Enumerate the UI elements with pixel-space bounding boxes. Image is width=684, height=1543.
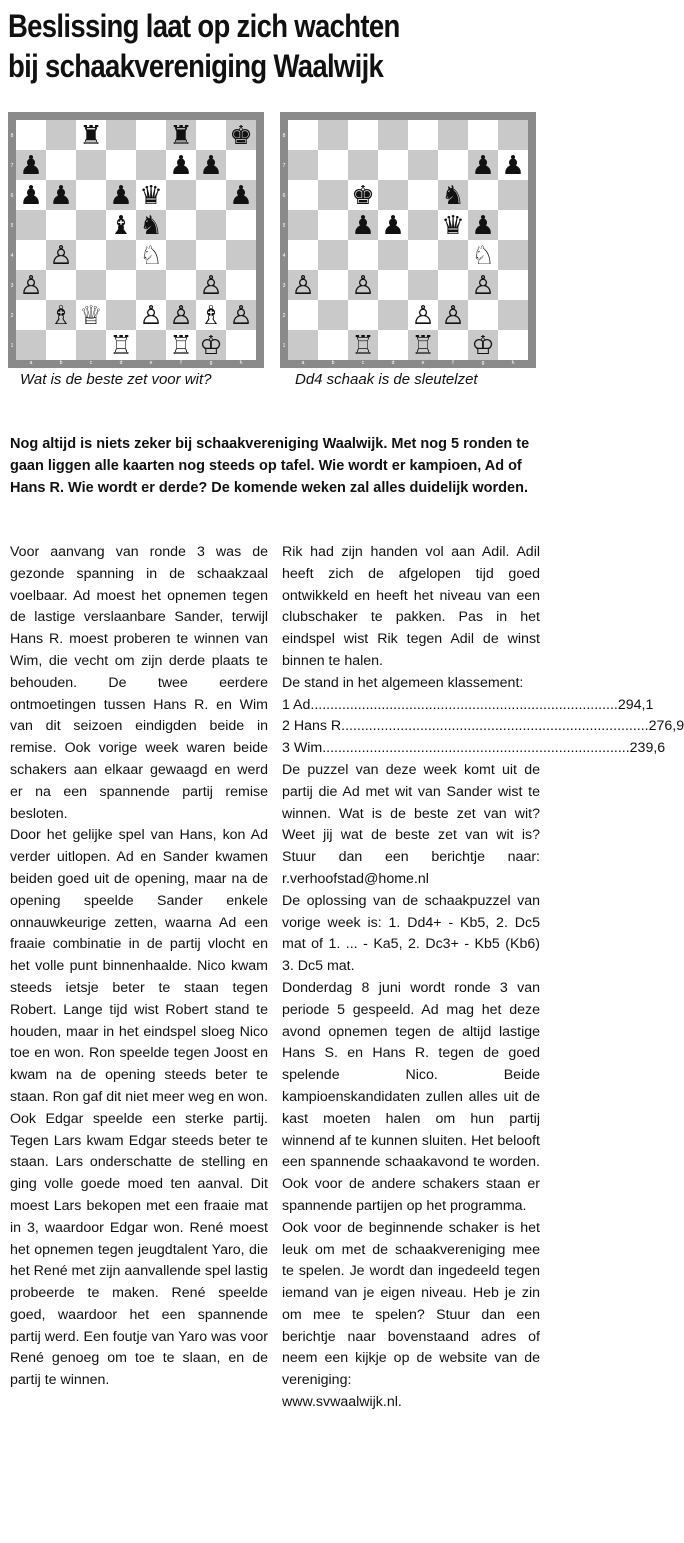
board-square (348, 240, 378, 270)
file-label: b (59, 360, 63, 366)
standings-row (282, 738, 666, 760)
board-square (438, 330, 468, 360)
file-label: b (331, 360, 335, 366)
standings-name: 1 Ad (282, 696, 311, 713)
board-square (76, 210, 106, 240)
black-rook-piece: ♜ (169, 121, 193, 151)
board-square (438, 150, 468, 180)
black-pawn-piece: ♟ (169, 151, 193, 181)
board-square (46, 120, 76, 150)
white-rook-piece: ♖ (169, 331, 193, 361)
standings-score: 294,1 (617, 696, 654, 713)
white-pawn-piece: ♙ (351, 271, 375, 301)
article-column-left (10, 542, 268, 1392)
black-knight-piece: ♞ (441, 181, 465, 211)
black-rook-piece: ♜ (79, 121, 103, 151)
standings-score: 276,9 (648, 718, 684, 735)
article-paragraph: Donderdag 8 juni wordt ronde 3 van periode 5 gespeeld. Ad mag het deze avond opnemen tegen de altijd lastige Hans S. en Hans R. tegen de goed spelende Nico. Beide kampioenskandidaten zullen alles uit de kast moeten halen om hun partij winnend af te kunnen sluiten. Het belooft een spannende schaakavond te worden. Ook voor de andere schakers staan er spannende partijen op het programma. (282, 979, 540, 1214)
board-square (196, 120, 226, 150)
board-square (196, 210, 226, 240)
board-square (46, 150, 76, 180)
board-square (348, 150, 378, 180)
rank-label: 8 (10, 133, 14, 139)
article-paragraph: Door het gelijke spel van Hans, kon Ad verder uitlopen. Ad en Sander kwamen beiden goed uit de opening, maar na de opening speelde Sander enkele onnauwkeurige zetten, waarna Ad een fraaie combinatie in de partij vlocht en het volle punt binnenhaalde. Nico kwam steeds ietsje beter te staan tegen Robert. Lange tijd wist Robert stand te houden, maar in het eindspel sloeg Nico toe en won. Ron speelde tegen Joost en kwam na de opening steeds beter te staan. Ron gaf dit niet meer weg en won. Ook Edgar speelde een sterke partij. Tegen Lars kwam Edgar steeds beter te staan. Lars onderschatte de stelling en ging volle goede moed ten aanval. Dit moest Lars bekopen met een fraaie mat in 3, waardoor Edgar won. René moest het opnemen tegen jeugdtalent Yaro, die het René met zijn aanvallende spel lastig probeerde te maken. René speelde goed, waardoor het een spannende partij werd. Een foutje van Yaro was voor René genoeg om toe te slaan, en de partij te winnen. (10, 827, 268, 1389)
board-square (106, 270, 136, 300)
board-square (438, 120, 468, 150)
white-pawn-piece: ♙ (139, 301, 163, 331)
headline-line-2: bij schaakvereniging Waalwijk (8, 48, 384, 84)
white-rook-piece: ♖ (411, 331, 435, 361)
board-square (318, 180, 348, 210)
black-knight-piece: ♞ (139, 211, 163, 241)
black-pawn-piece: ♟ (229, 181, 253, 211)
board-square (288, 150, 318, 180)
article-column-right (282, 542, 684, 1414)
black-pawn-piece: ♟ (501, 151, 525, 181)
board-square (498, 270, 528, 300)
board-square (378, 270, 408, 300)
board-square (226, 150, 256, 180)
white-rook-piece: ♖ (351, 331, 375, 361)
article-paragraph: De puzzel van deze week komt uit de partij die Ad met wit van Sander wist te winnen. Wat is de beste zet van wit? Weet jij wat de beste zet van wit is? Stuur dan een berichtje naar: r.verhoofstad@home.nl (282, 761, 540, 887)
file-label: h (511, 360, 515, 366)
board-square (498, 240, 528, 270)
board-square (318, 150, 348, 180)
board-square (288, 330, 318, 360)
board-square (76, 270, 106, 300)
standings-heading: De stand in het algemeen klassement: (282, 674, 524, 691)
board-square (498, 210, 528, 240)
board-square (16, 210, 46, 240)
board-square (226, 240, 256, 270)
rank-label: 4 (10, 253, 14, 259)
board-square (288, 180, 318, 210)
black-pawn-piece: ♟ (19, 151, 43, 181)
board-square (166, 180, 196, 210)
board-square (106, 120, 136, 150)
white-pawn-piece: ♙ (19, 271, 43, 301)
white-knight-piece: ♘ (471, 241, 495, 271)
file-label: e (421, 360, 425, 366)
rank-label: 8 (282, 133, 286, 139)
white-knight-piece: ♘ (139, 241, 163, 271)
board-square (196, 240, 226, 270)
board-square (166, 270, 196, 300)
rank-label: 2 (282, 313, 286, 319)
board-square (498, 180, 528, 210)
board-square (378, 180, 408, 210)
board-square (136, 270, 166, 300)
board-square (76, 330, 106, 360)
rank-label: 4 (282, 253, 286, 259)
chessboard-left (8, 112, 264, 368)
chess-diagram-right (280, 112, 536, 368)
board-square (16, 120, 46, 150)
standings-leader: .............................................................................. (322, 740, 630, 757)
rank-label: 5 (282, 223, 286, 229)
board-square (348, 120, 378, 150)
board-square (196, 180, 226, 210)
rank-label: 7 (10, 163, 14, 169)
white-queen-piece: ♕ (79, 301, 103, 331)
board-square (166, 210, 196, 240)
board-square (76, 180, 106, 210)
file-label: d (391, 360, 395, 366)
file-label: d (119, 360, 123, 366)
board-square (318, 120, 348, 150)
black-queen-piece: ♛ (139, 181, 163, 211)
black-pawn-piece: ♟ (471, 211, 495, 241)
standings-row (282, 716, 684, 738)
caption-left: Wat is de beste zet voor wit? (20, 371, 212, 388)
board-square (498, 330, 528, 360)
board-square (46, 330, 76, 360)
board-square (106, 300, 136, 330)
white-king-piece: ♔ (199, 331, 223, 361)
board-square (46, 210, 76, 240)
board-square (408, 180, 438, 210)
board-square (378, 150, 408, 180)
black-pawn-piece: ♟ (49, 181, 73, 211)
standings-name: 2 Hans R (282, 718, 342, 735)
white-pawn-piece: ♙ (199, 271, 223, 301)
board-square (136, 330, 166, 360)
board-square (318, 300, 348, 330)
file-label: f (180, 360, 182, 366)
white-bishop-piece: ♗ (199, 301, 223, 331)
board-square (378, 120, 408, 150)
board-square (16, 300, 46, 330)
board-square (318, 270, 348, 300)
file-label: c (89, 360, 93, 366)
chessboard-right (280, 112, 536, 368)
board-square (226, 210, 256, 240)
rank-label: 3 (282, 283, 286, 289)
board-square (438, 240, 468, 270)
board-square (468, 300, 498, 330)
board-square (498, 300, 528, 330)
board-square (166, 240, 196, 270)
board-square (226, 330, 256, 360)
file-label: a (29, 360, 33, 366)
white-pawn-piece: ♙ (169, 301, 193, 331)
board-square (468, 120, 498, 150)
file-label: f (452, 360, 454, 366)
board-square (408, 120, 438, 150)
black-bishop-piece: ♝ (109, 211, 133, 241)
board-square (438, 270, 468, 300)
rank-label: 7 (282, 163, 286, 169)
black-king-piece: ♚ (229, 121, 253, 151)
board-square (318, 210, 348, 240)
rank-label: 1 (10, 343, 14, 349)
board-square (46, 270, 76, 300)
standings-leader: .............................................................................. (310, 696, 618, 713)
board-square (378, 240, 408, 270)
article-paragraph: Ook voor de beginnende schaker is het leuk om met de schaakvereniging mee te spelen. Je wordt dan ingedeeld tegen iemand van je eigen niveau. Heb je zin om mee te spelen? Stuur dan een berichtje naar bovenstaand adres of neem een kijkje op de website van de vereniging: (282, 1219, 540, 1389)
white-pawn-piece: ♙ (471, 271, 495, 301)
standings-score: 239,6 (629, 740, 666, 757)
white-pawn-piece: ♙ (411, 301, 435, 331)
rank-label: 2 (10, 313, 14, 319)
standings-row (282, 695, 654, 717)
white-pawn-piece: ♙ (291, 271, 315, 301)
board-square (408, 270, 438, 300)
white-pawn-piece: ♙ (229, 301, 253, 331)
headline (8, 6, 541, 86)
black-pawn-piece: ♟ (199, 151, 223, 181)
board-square (408, 150, 438, 180)
board-square (106, 240, 136, 270)
board-square (16, 240, 46, 270)
black-king-piece: ♚ (351, 181, 375, 211)
article-paragraph: Rik had zijn handen vol aan Adil. Adil heeft zich de afgelopen tijd goed ontwikkeld en heeft het niveau van een clubschaker te pakken. Pas in het eindspel wist Rik tegen Adil de winst binnen te halen. (282, 544, 540, 669)
white-pawn-piece: ♙ (49, 241, 73, 271)
rank-label: 5 (10, 223, 14, 229)
file-label: c (361, 360, 365, 366)
article-paragraph: Voor aanvang van ronde 3 was de gezonde spanning in de schaakzaal voelbaar. Ad moest het opnemen tegen de lastige verslaanbare Sander, terwijl Hans R. moest proberen te winnen van Wim, die vecht om zijn derde plaats te behouden. De twee eerdere ontmoetingen tussen Hans R. en Wim van dit seizoen eindigden beide in remise. Ook vorige week waren beide schakers aan elkaar gewaagd en werd er na een spannende partij remise besloten. (10, 544, 268, 822)
board-square (136, 120, 166, 150)
white-pawn-piece: ♙ (441, 301, 465, 331)
board-square (318, 330, 348, 360)
black-queen-piece: ♛ (441, 211, 465, 241)
board-square (76, 150, 106, 180)
black-pawn-piece: ♟ (19, 181, 43, 211)
board-square (16, 330, 46, 360)
board-square (288, 240, 318, 270)
black-pawn-piece: ♟ (381, 211, 405, 241)
file-label: h (239, 360, 243, 366)
file-label: e (149, 360, 153, 366)
board-square (318, 240, 348, 270)
black-pawn-piece: ♟ (471, 151, 495, 181)
board-square (226, 270, 256, 300)
headline-line-1: Beslissing laat op zich wachten (8, 8, 400, 44)
white-king-piece: ♔ (471, 331, 495, 361)
board-square (136, 150, 166, 180)
rank-label: 6 (10, 193, 14, 199)
board-square (378, 330, 408, 360)
board-square (348, 300, 378, 330)
board-square (408, 210, 438, 240)
rank-label: 3 (10, 283, 14, 289)
board-square (498, 120, 528, 150)
board-square (288, 300, 318, 330)
rank-label: 1 (282, 343, 286, 349)
file-label: a (301, 360, 305, 366)
chess-diagram-left (8, 112, 264, 368)
white-bishop-piece: ♗ (49, 301, 73, 331)
caption-right: Dd4 schaak is de sleutelzet (295, 371, 478, 388)
board-square (468, 180, 498, 210)
board-square (76, 240, 106, 270)
file-label: g (481, 360, 485, 366)
intro-paragraph: Nog altijd is niets zeker bij schaakvereniging Waalwijk. Met nog 5 ronden te gaan liggen alle kaarten nog steeds op tafel. Wie wordt er kampioen, Ad of Hans R. Wie wordt er derde? De komende weken zal alles duidelijk worden. (10, 436, 530, 496)
standings-name: 3 Wim (282, 740, 323, 757)
board-square (288, 120, 318, 150)
standings-leader: .............................................................................. (341, 718, 649, 735)
board-square (106, 150, 136, 180)
standings-list (282, 695, 684, 760)
board-square (378, 300, 408, 330)
file-label: g (209, 360, 213, 366)
article-paragraph: De oplossing van de schaakpuzzel van vorige week is: 1. Dd4+ - Kb5, 2. Dc5 mat of 1. ... - Ka5, 2. Dc3+ - Kb5 (Kb6) 3. Dc5 mat. (282, 892, 540, 975)
website-link[interactable]: www.svwaalwijk.nl. (282, 1394, 402, 1411)
rank-label: 6 (282, 193, 286, 199)
board-square (288, 210, 318, 240)
black-pawn-piece: ♟ (109, 181, 133, 211)
black-pawn-piece: ♟ (351, 211, 375, 241)
white-rook-piece: ♖ (109, 331, 133, 361)
board-square (408, 240, 438, 270)
